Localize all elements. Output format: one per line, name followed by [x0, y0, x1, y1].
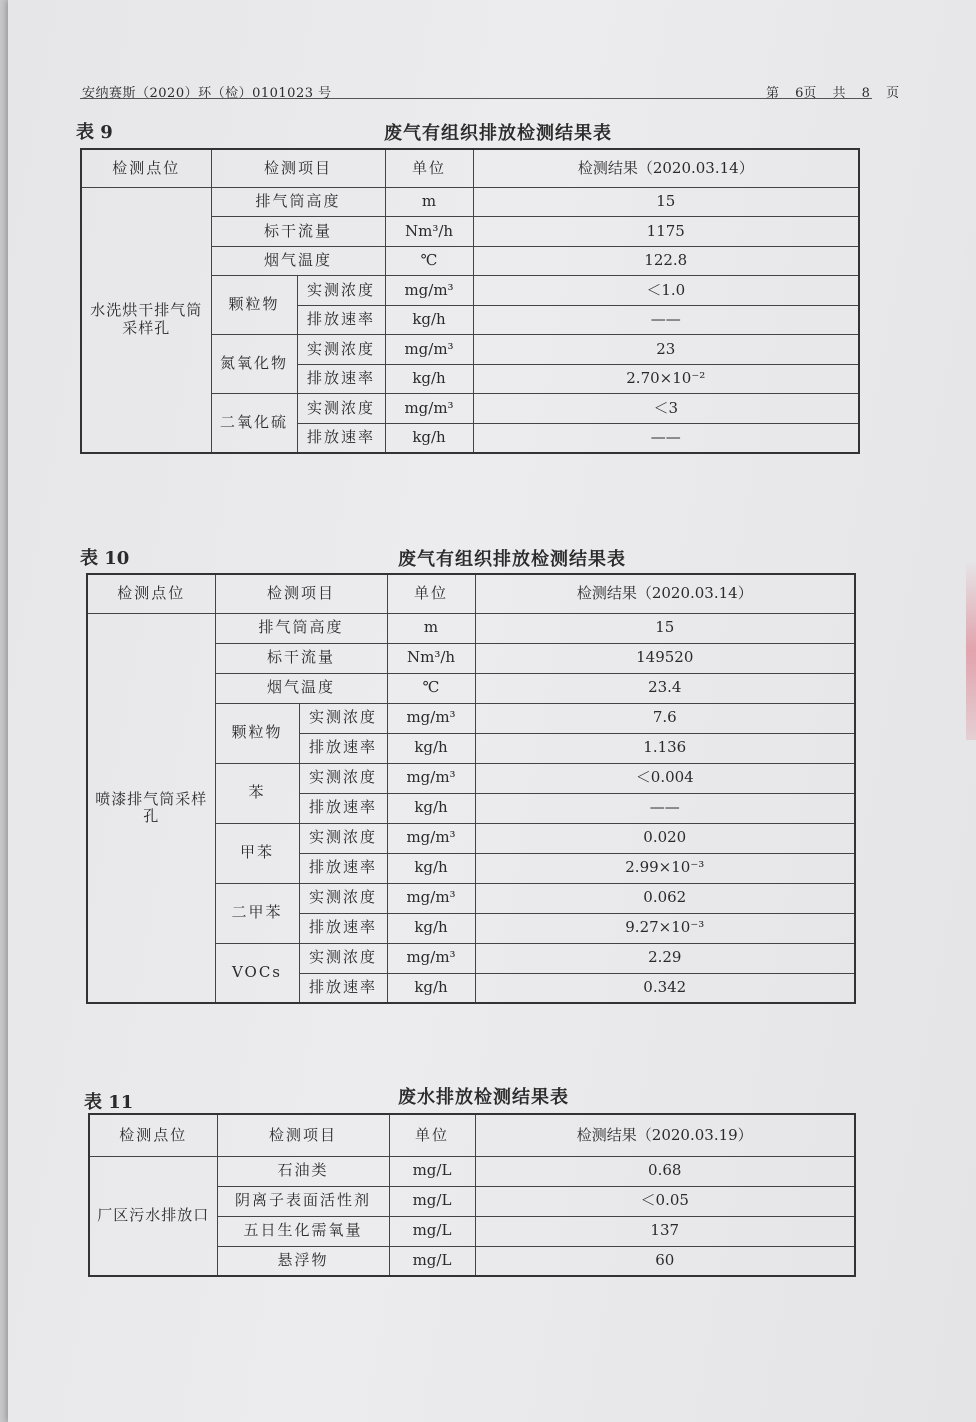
- sub-item-cell: 排放速率: [297, 305, 385, 335]
- result-cell: 7.6: [475, 703, 855, 733]
- header-point: 检测点位: [81, 149, 211, 187]
- report-number: 安纳赛斯（2020）环（检）0101023 号: [82, 86, 332, 101]
- unit-cell: kg/h: [387, 973, 475, 1003]
- item-cell: 石油类: [217, 1156, 389, 1186]
- result-cell: 15: [475, 613, 855, 643]
- header-point: 检测点位: [89, 1114, 217, 1156]
- sub-item-cell: 实测浓度: [297, 394, 385, 424]
- unit-cell: ℃: [385, 246, 473, 276]
- unit-cell: kg/h: [385, 364, 473, 394]
- result-cell: 122.8: [473, 246, 859, 276]
- sub-item-cell: 排放速率: [297, 364, 385, 394]
- pollutant-name: 颗粒物: [215, 703, 299, 763]
- header-item: 检测项目: [211, 149, 385, 187]
- pollutant-name: 苯: [215, 763, 299, 823]
- unit-cell: kg/h: [387, 793, 475, 823]
- sub-item-cell: 排放速率: [299, 733, 387, 763]
- unit-cell: mg/m³: [387, 703, 475, 733]
- unit-cell: mg/m³: [385, 276, 473, 306]
- unit-cell: mg/m³: [387, 943, 475, 973]
- result-cell: 1175: [473, 217, 859, 247]
- result-cell: 149520: [475, 643, 855, 673]
- table11: [88, 1113, 856, 1277]
- sub-item-cell: 实测浓度: [299, 823, 387, 853]
- unit-cell: mg/m³: [385, 335, 473, 365]
- item-cell: 排气筒高度: [211, 187, 385, 217]
- header-result: 检测结果（2020.03.19）: [475, 1114, 855, 1156]
- unit-cell: Nm³/h: [387, 643, 475, 673]
- unit-cell: mg/m³: [387, 883, 475, 913]
- result-cell: ＜3: [473, 394, 859, 424]
- result-cell: 15: [473, 187, 859, 217]
- unit-cell: mg/L: [389, 1246, 475, 1276]
- result-cell: ——: [473, 423, 859, 453]
- pollutant-name: 二甲苯: [215, 883, 299, 943]
- result-cell: ＜1.0: [473, 276, 859, 306]
- unit-cell: ℃: [387, 673, 475, 703]
- page-info: 第 6页 共 8 页: [766, 86, 900, 101]
- result-cell: 23: [473, 335, 859, 365]
- result-cell: ＜0.05: [475, 1186, 855, 1216]
- result-cell: 2.70×10⁻²: [473, 364, 859, 394]
- unit-cell: mg/m³: [385, 394, 473, 424]
- unit-cell: kg/h: [387, 733, 475, 763]
- sampling-point: 喷漆排气筒采样孔: [87, 613, 215, 1003]
- result-cell: 1.136: [475, 733, 855, 763]
- header-item: 检测项目: [217, 1114, 389, 1156]
- sub-item-cell: 实测浓度: [299, 703, 387, 733]
- header-result: 检测结果（2020.03.14）: [473, 149, 859, 187]
- result-cell: 0.062: [475, 883, 855, 913]
- pollutant-name: 二氧化硫: [211, 394, 297, 453]
- unit-cell: mg/m³: [387, 763, 475, 793]
- sub-item-cell: 实测浓度: [297, 276, 385, 306]
- pollutant-name: 氮氧化物: [211, 335, 297, 394]
- header-point: 检测点位: [87, 574, 215, 613]
- unit-cell: kg/h: [387, 913, 475, 943]
- sampling-point: 厂区污水排放口: [89, 1156, 217, 1276]
- sampling-point: 水洗烘干排气筒采样孔: [81, 187, 211, 453]
- table10-label: 表 10: [80, 548, 130, 569]
- table9-title: 废气有组织排放检测结果表: [384, 123, 612, 144]
- sub-item-cell: 排放速率: [299, 913, 387, 943]
- unit-cell: kg/h: [385, 423, 473, 453]
- result-cell: 23.4: [475, 673, 855, 703]
- result-cell: ——: [475, 793, 855, 823]
- header-unit: 单位: [385, 149, 473, 187]
- result-cell: 2.99×10⁻³: [475, 853, 855, 883]
- unit-cell: m: [385, 187, 473, 217]
- item-cell: 排气筒高度: [215, 613, 387, 643]
- header-item: 检测项目: [215, 574, 387, 613]
- unit-cell: Nm³/h: [385, 217, 473, 247]
- table9-label: 表 9: [76, 122, 113, 143]
- unit-cell: m: [387, 613, 475, 643]
- unit-cell: mg/L: [389, 1156, 475, 1186]
- sub-item-cell: 实测浓度: [299, 763, 387, 793]
- header-result: 检测结果（2020.03.14）: [475, 574, 855, 613]
- result-cell: 2.29: [475, 943, 855, 973]
- result-cell: ＜0.004: [475, 763, 855, 793]
- sub-item-cell: 排放速率: [299, 853, 387, 883]
- result-cell: 0.68: [475, 1156, 855, 1186]
- unit-cell: mg/L: [389, 1186, 475, 1216]
- unit-cell: kg/h: [387, 853, 475, 883]
- table10-title: 废气有组织排放检测结果表: [398, 549, 626, 570]
- result-cell: ——: [473, 305, 859, 335]
- header-unit: 单位: [389, 1114, 475, 1156]
- pollutant-name: VOCs: [215, 943, 299, 1003]
- sub-item-cell: 实测浓度: [299, 883, 387, 913]
- result-cell: 0.342: [475, 973, 855, 1003]
- table9: [80, 148, 860, 454]
- unit-cell: mg/L: [389, 1216, 475, 1246]
- sub-item-cell: 实测浓度: [297, 335, 385, 365]
- item-cell: 标干流量: [215, 643, 387, 673]
- document-page: [8, 0, 976, 1422]
- item-cell: 烟气温度: [211, 246, 385, 276]
- item-cell: 烟气温度: [215, 673, 387, 703]
- table11-title: 废水排放检测结果表: [398, 1087, 569, 1108]
- header-rule: [80, 98, 872, 99]
- result-cell: 0.020: [475, 823, 855, 853]
- item-cell: 标干流量: [211, 217, 385, 247]
- result-cell: 137: [475, 1216, 855, 1246]
- pollutant-name: 甲苯: [215, 823, 299, 883]
- result-cell: 9.27×10⁻³: [475, 913, 855, 943]
- table10: [86, 573, 856, 1004]
- sub-item-cell: 排放速率: [299, 973, 387, 1003]
- sub-item-cell: 排放速率: [299, 793, 387, 823]
- unit-cell: mg/m³: [387, 823, 475, 853]
- table11-label: 表 11: [84, 1092, 134, 1113]
- header-unit: 单位: [387, 574, 475, 613]
- result-cell: 60: [475, 1246, 855, 1276]
- red-stamp-edge: [966, 560, 976, 740]
- item-cell: 阴离子表面活性剂: [217, 1186, 389, 1216]
- item-cell: 悬浮物: [217, 1246, 389, 1276]
- pollutant-name: 颗粒物: [211, 276, 297, 335]
- unit-cell: kg/h: [385, 305, 473, 335]
- item-cell: 五日生化需氧量: [217, 1216, 389, 1246]
- sub-item-cell: 实测浓度: [299, 943, 387, 973]
- sub-item-cell: 排放速率: [297, 423, 385, 453]
